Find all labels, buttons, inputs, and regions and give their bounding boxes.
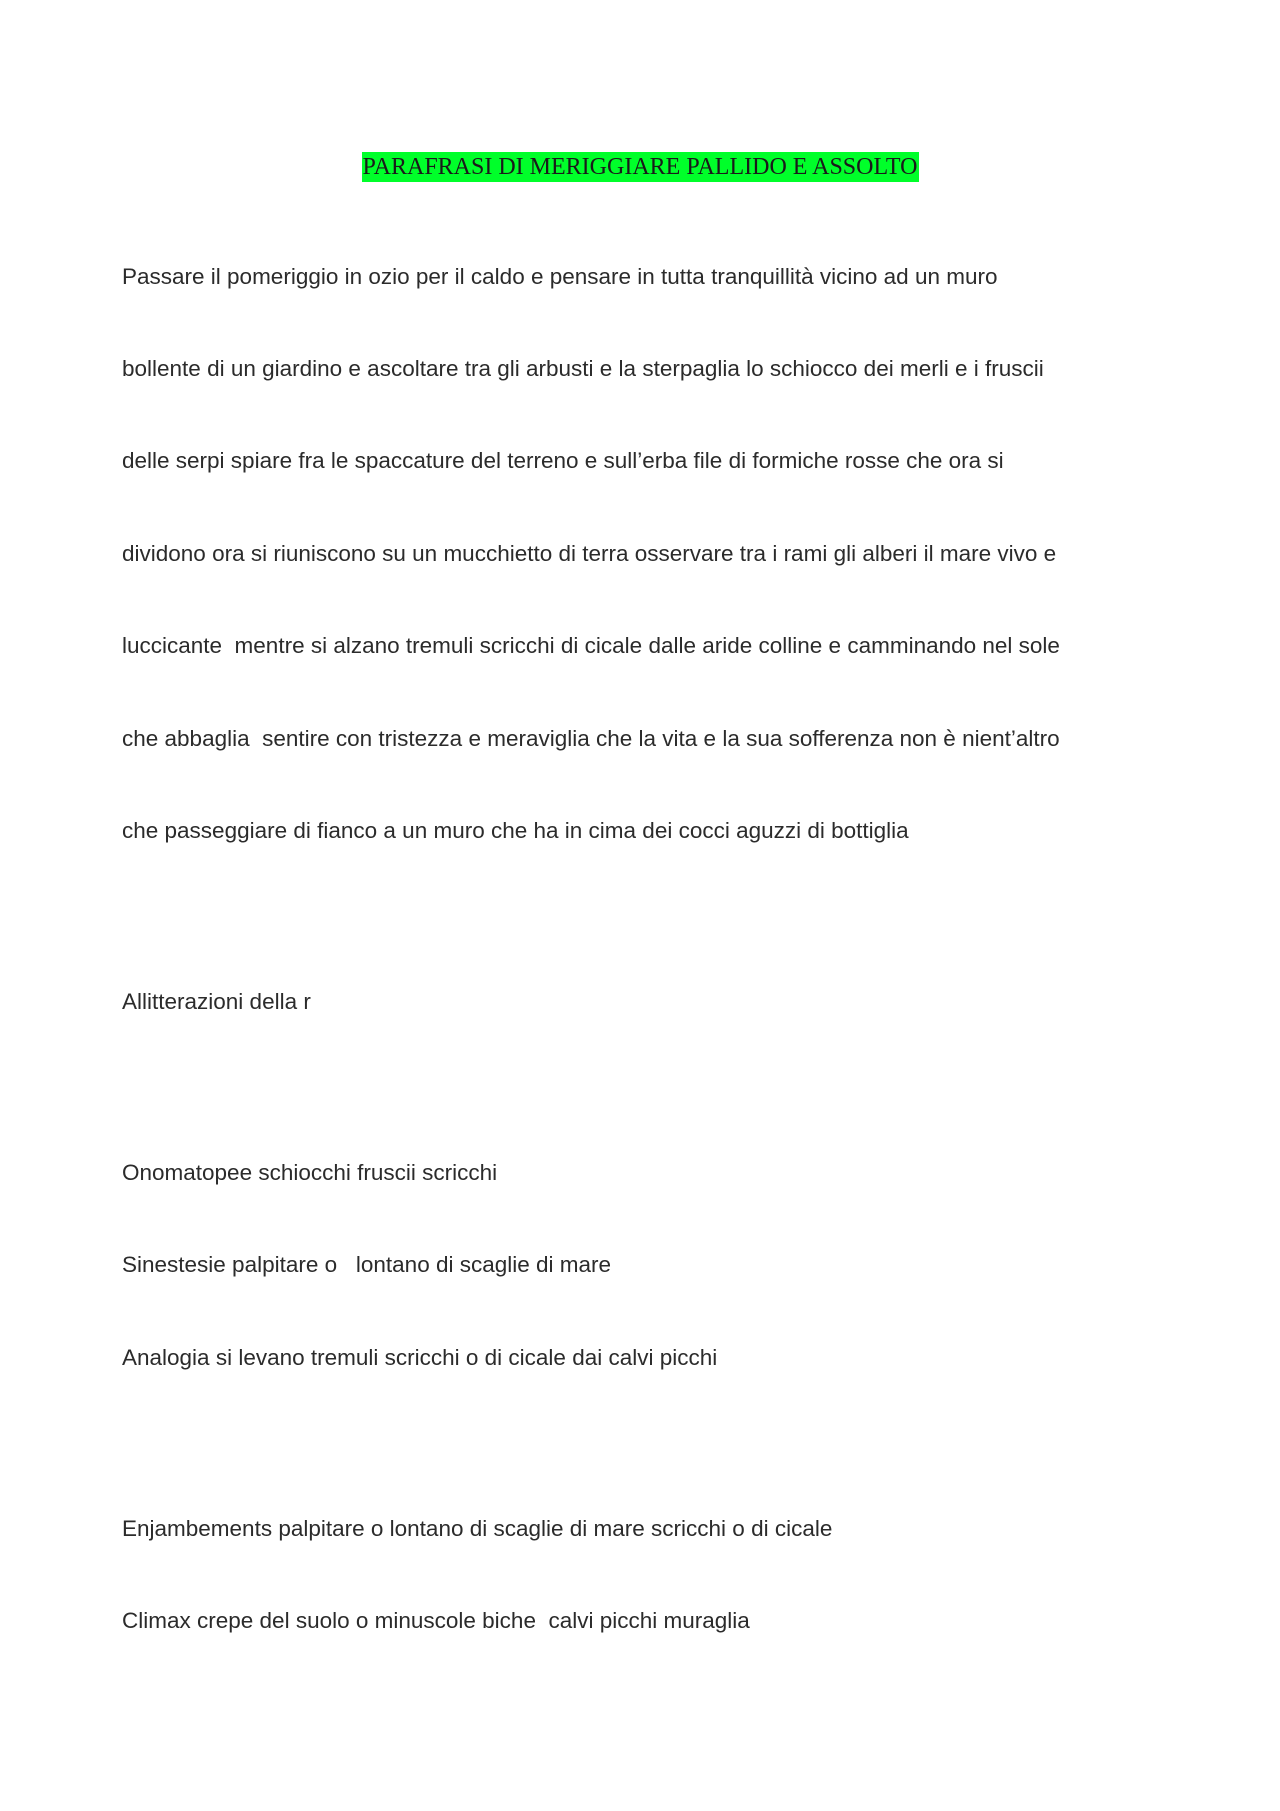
climax-line: Climax crepe del suolo o minuscole biche calvi picchi muraglia	[122, 1608, 750, 1634]
onomatopoeia-line: Onomatopee schiocchi fruscii scricchi	[122, 1159, 498, 1185]
paraphrase-line: Passare il pomeriggio in ozio per il caldo e pensare in tutta tranquillità vicino ad un muro	[122, 263, 998, 289]
document-title: PARAFRASI DI MERIGGIARE PALLIDO E ASSOLTO	[362, 154, 918, 180]
figures-paragraph-1	[122, 1096, 1162, 1435]
figures-paragraph-2	[122, 1452, 1162, 1698]
synesthesia-line: Sinestesie palpitare o lontano di scaglie di mare	[122, 1252, 612, 1278]
paraphrase-paragraph	[122, 200, 1162, 908]
paraphrase-line: bollente di un giardino e ascoltare tra gli arbusti e la sterpaglia lo schiocco dei merli e i fruscii	[122, 355, 1044, 381]
title-row	[0, 152, 1280, 182]
paraphrase-line: che abbaglia sentire con tristezza e meraviglia che la vita e la sua sofferenza non è nient’altro	[122, 725, 1060, 751]
document-body	[122, 200, 1162, 1715]
paraphrase-line: delle serpi spiare fra le spaccature del terreno e sull’erba file di formiche rosse che ora si	[122, 448, 1004, 474]
paraphrase-line: che passeggiare di fianco a un muro che ha in cima dei cocci aguzzi di bottiglia	[122, 817, 909, 843]
analogy-line: Analogia si levano tremuli scricchi o di cicale dai calvi picchi	[122, 1344, 718, 1370]
alliterations-paragraph	[122, 925, 1162, 1079]
paraphrase-line: luccicante mentre si alzano tremuli scricchi di cicale dalle aride colline e camminando nel sole	[122, 633, 1060, 659]
alliterations-line: Allitterazioni della r	[122, 988, 311, 1014]
paraphrase-line: dividono ora si riuniscono su un mucchietto di terra osservare tra i rami gli alberi il mare vivo e	[122, 540, 1057, 566]
enjambement-line: Enjambements palpitare o lontano di scaglie di mare scricchi o di cicale	[122, 1515, 833, 1541]
